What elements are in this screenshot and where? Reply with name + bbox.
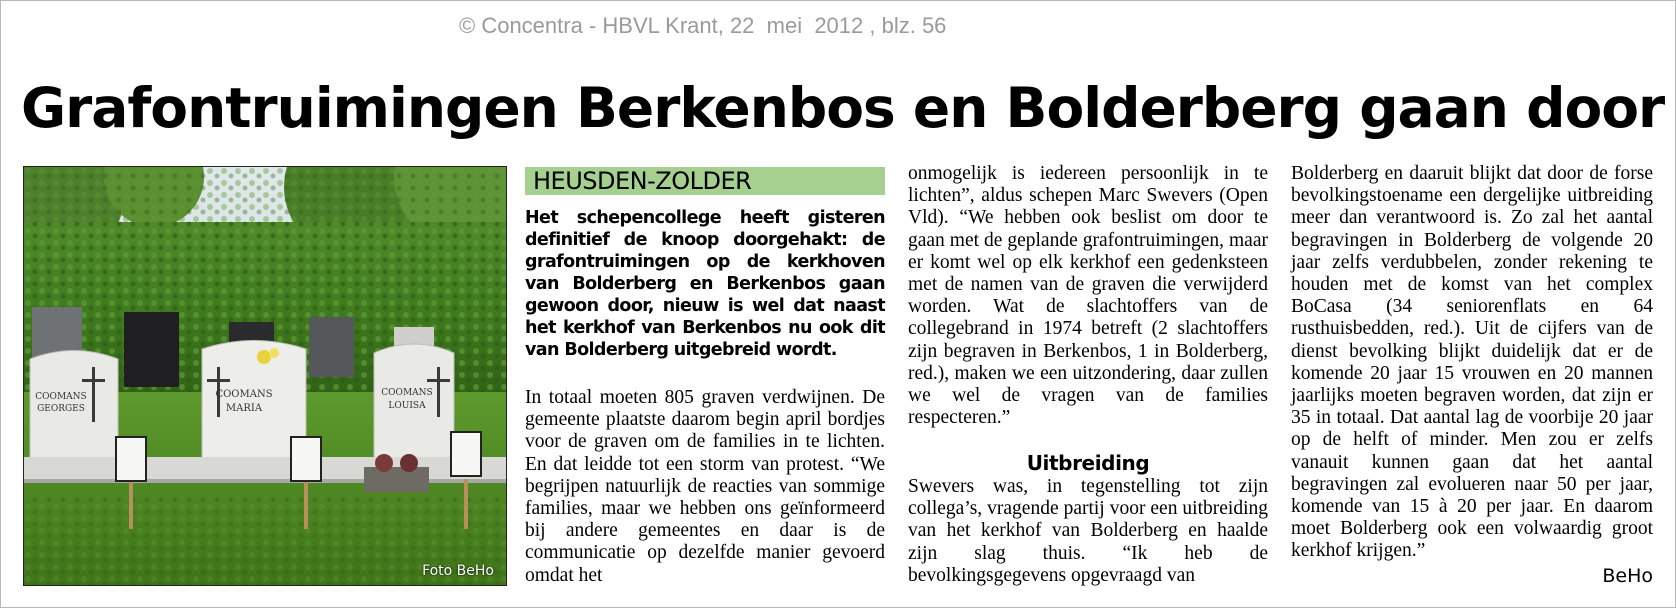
svg-text:COOMANS: COOMANS — [381, 388, 433, 398]
svg-text:GEORGES: GEORGES — [37, 404, 85, 414]
svg-text:MARIA: MARIA — [225, 403, 263, 414]
article-headline: Grafontruimingen Berkenbos en Bolderberg gaan door — [21, 76, 1665, 140]
article-column-2a: onmogelijk is iedereen persoonlijk in te lichten”, aldus schepen Marc Swevers (Open Vld). “We hebben ook beslist om door te gaan met de geplande grafontruimingen, maar er komt wel op elk kerkhof een gedenksteen met de namen van de graven die verwijderd worden. Wat de slachtoffers van de collegebrand in 1974 betreft (2 slachtoffers zijn begraven in Berkenbos, 1 in Bolderberg, red.), maken we een uitzondering, daar zullen we wel de vragen van de families respecteren.” — [908, 163, 1268, 429]
svg-text:COOMANS: COOMANS — [35, 392, 87, 402]
author-byline: BeHo — [1602, 565, 1653, 587]
article-column-3: Bolderberg en daaruit blijkt dat door de forse bevolkingstoename een dergelijke uitbreiding meer dan verantwoord is. Zo zal het aantal begravingen in Bolderberg de volgende 20 jaar zelfs verdubbelen, zonder rekening te houden met de komst van het complex BoCasa (34 seniorenflats en 64 rusthuisbedden, red.). Uit de cijfers van de dienst bevolking blijkt duidelijk dat er de komende 20 jaar 15 vrouwen en 20 mannen jaarlijks moeten begraven worden, dat zijn er 35 in totaal. Dat aantal lag de voorbije 20 jaar op de helft of minder. Men zou er zelfs vanauit kunnen gaan dat het aantal begravingen zal evolueren naar 50 per jaar, komende van 15 à 20 per jaar. En daarom moet Bolderberg ook een volwaardig groot kerkhof krijgen.” — [1291, 163, 1653, 562]
article-subhead: Uitbreiding — [1026, 451, 1150, 475]
cemetery-photo — [23, 166, 507, 586]
article-lead: Het schepencollege heeft gisteren definitief de knoop doorgehakt: de grafontruimingen op de kerkhoven van Bolderberg en Berkenbos gaan gewoon door, nieuw is wel dat naast het kerkhof van Berkenbos nu ook dit van Bolderberg uitgebreid wordt. — [525, 208, 885, 360]
article-column-1: In totaal moeten 805 graven verdwijnen. De gemeente plaatste daarom begin april bordjes voor de graven om de families in te lichten. En dat leidde tot een storm van protest. “We begrijpen natuurlijk de reacties van sommige families, maar we hebben ons geïnformeerd bij andere gemeentes en daar is de communicatie op dezelfde manier gevoerd omdat het — [525, 387, 885, 586]
svg-text:LOUISA: LOUISA — [388, 401, 426, 411]
svg-text:COOMANS: COOMANS — [215, 389, 273, 400]
copyright-notice: © Concentra - HBVL Krant, 22 mei 2012 , blz. 56 — [459, 13, 947, 38]
section-label: HEUSDEN-ZOLDER — [525, 167, 885, 195]
photo-credit: Foto BeHo — [422, 563, 494, 579]
article-column-2b: Swevers was, in tegenstelling tot zijn collega’s, vragende partij voor een uitbreiding van het kerkhof van Bolderberg en haalde zijn slag thuis. “Ik heb de bevolkingsgegevens opgevraagd van — [908, 476, 1268, 586]
